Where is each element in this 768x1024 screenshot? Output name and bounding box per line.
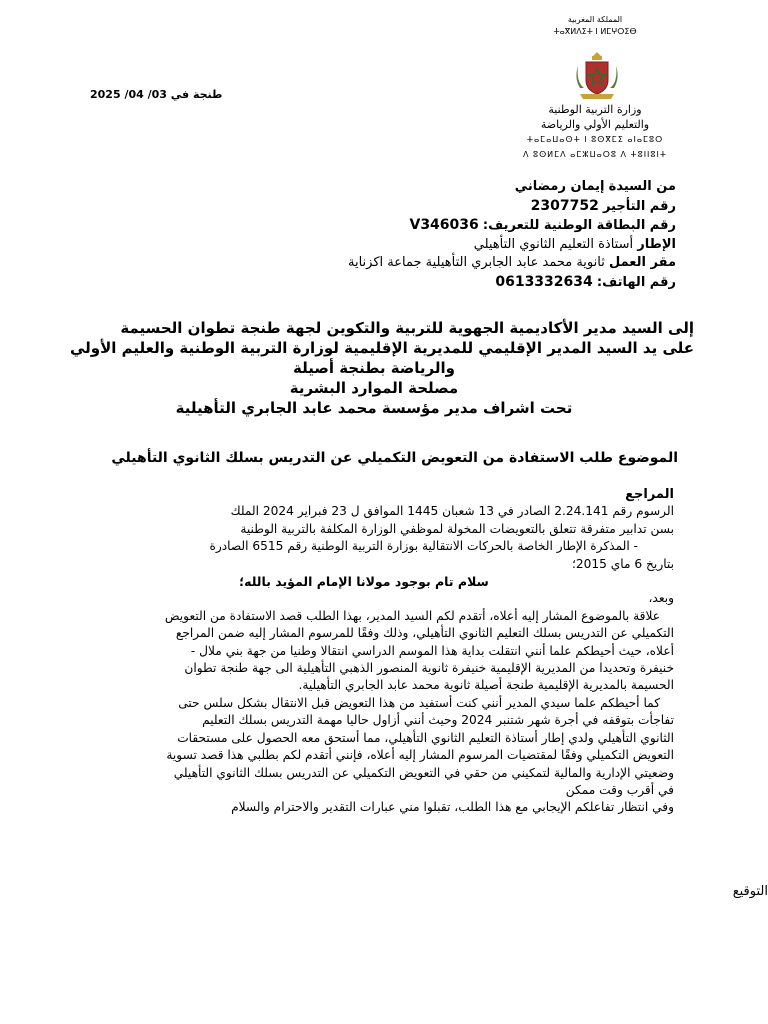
paragraph-2-line-3: الثانوي التأهيلي ولدي إطار أستاذة التعليم الثانوي التأهيلي، مما أستحق معه الحصول على مستحقات [177, 730, 674, 745]
reference-1-line-2: بسن تدابير متفرقة تتعلق بالتعويضات المخولة لموظفي الوزارة المكلفة بالتربية الوطنية [240, 521, 674, 536]
references-heading: المراجع [625, 487, 674, 502]
coat-of-arms-emblem [572, 48, 622, 102]
paragraph-2-line-6: في أقرب وقت ممكن [565, 782, 674, 797]
reference-1-line-1: الرسوم رقم 2.24.141 الصادر في 13 شعبان 1445 الموافق ل 23 فبراير 2024 الملك [230, 504, 674, 519]
ministry-tifinagh-line1: ⵜⴰⵎⴰⵡⴰⵙⵜ ⵏ ⵓⵙⴳⵎⵉ ⴰⵏⴰⵎⵓⵔ [526, 135, 664, 144]
ministry-tifinagh-line2: ⴷ ⵓⵙⵍⵎⴷ ⴰⵎⵣⵡⴰⵔⵓ ⴷ ⵜⵓⵏⵏⵓⵏⵜ [523, 150, 667, 159]
sender-ppr-value: 2307752 [530, 197, 599, 214]
recipient-line-5: تحت اشراف مدير مؤسسة محمد عابد الجابري التأهيلية [175, 399, 573, 417]
sender-ppr-label: رقم التأجير [602, 198, 676, 214]
paragraph-2-line-2: تفاجأت بتوقفه في أجرة شهر شتنبر 2024 وحيث أنني أزاول حاليا مهمة التدريس بسلك التعليم [202, 713, 674, 728]
sender-name-value: إيمان رمضاني [514, 179, 605, 194]
recipients-block [54, 318, 694, 418]
paragraph-1-line-4: خنيفرة وتحديدا من المديرية الإقليمية خنيفرة ثانوية المنصور الذهبي التأهيلية الى جهة طنجة تطوان [184, 661, 674, 676]
paragraph-2-line-1: كما أحيطكم علما سيدي المدير أنني كنت أستفيد من هذا التعويض قبل الانتقال بشكل سلس حتى [178, 695, 660, 710]
sender-ppr-row [116, 197, 676, 217]
ministry-name-line2: والتعليم الأولي والرياضة [540, 118, 650, 131]
sender-cadre-label: الإطار [637, 236, 676, 252]
paragraph-1-line-1: علاقة بالموضوع المشار إليه أعلاه، أتقدم لكم السيد المدير، بهذا الطلب قصد الاستفادة من التعويض [164, 608, 660, 623]
sender-info [116, 178, 676, 292]
letter-date: طنجة في 03/ 04/ 2025 [90, 88, 223, 101]
recipient-line-2: على يد السيد المدير الإقليمي للمديرية الإقليمية لوزارة التربية الوطنية والعليم الأولي [69, 339, 694, 357]
kingdom-name-tifinagh: ⵜⴰⴳⵍⴷⵉⵜ ⵏ ⵍⵎⵖⵔⵉⴱ [553, 27, 637, 36]
sender-cadre-value: أستاذة التعليم الثانوي التأهيلي [473, 236, 634, 252]
kingdom-header [540, 14, 650, 38]
paragraph-1-line-2: التكميلي عن التدريس بسلك التعليم الثانوي التأهيلي، وذلك وفقًا للمرسوم المشار إليه ضمن المراجع [175, 626, 674, 641]
recipient-line-3: والرياضة بطنجة أصيلة [293, 359, 455, 377]
greeting: سلام تام بوجود مولانا الإمام المؤيد بالله؛ [239, 574, 489, 590]
recipient-line-1: إلى السيد مدير الأكاديمية الجهوية للتربية والتكوين لجهة طنجة تطوان الحسيمة [120, 319, 694, 337]
sender-phone-value: 0613332634 [495, 273, 593, 290]
closing-line: وفي انتظار تفاعلكم الإيجابي مع هذا الطلب، تقبلوا مني عبارات التقدير والاحترام والسلام [231, 800, 674, 815]
kingdom-name-arabic: المملكة المغربية [567, 15, 623, 24]
letter-body [54, 486, 674, 817]
sender-cin-label: رقم البطاقة الوطنية للتعريف: [482, 218, 676, 233]
paragraph-1-line-3: أعلاه، حيث أحيطكم علما أنني انتقلت بداية هذا الموسم الدراسي انتقالا وطنيا من جهة بني ملال - [190, 643, 674, 658]
sender-work-label: مقر العمل [608, 255, 676, 270]
sender-phone-label: رقم الهاتف: [596, 274, 676, 290]
ministry-header [510, 102, 680, 162]
sender-work-row [116, 254, 676, 273]
paragraph-2-line-5: وضعيتي الإدارية والمالية لتمكيني من حقي في التعويض التكميلي عن التدريس بسلك الثانوي التأهيلي [173, 765, 674, 780]
reference-2-line-1: - المذكرة الإطار الخاصة بالحركات الانتقالية بوزارة التربية الوطنية رقم 6515 الصادرة [209, 539, 638, 554]
ministry-name-line1: وزارة التربية الوطنية [548, 103, 642, 116]
recipient-line-4: مصلحة الموارد البشرية [289, 379, 459, 397]
sender-cin-row [116, 216, 676, 236]
paragraph-2-line-4: التعويض التكميلي وفقًا لمقتضيات المرسوم المشار إليه أعلاه، فإنني أتقدم لكم بطلبي هذا قصد تسوية [166, 748, 674, 763]
sender-name-row [116, 178, 676, 197]
wabaad: وبعد، [648, 591, 674, 606]
sender-cadre-row [116, 236, 676, 255]
sender-name-label: من السيدة [608, 179, 676, 194]
sender-phone-row [116, 273, 676, 293]
reference-2-line-2: بتاريخ 6 ماي 2015؛ [571, 556, 674, 571]
sender-work-value: ثانوية محمد عابد الجابري التأهيلية جماعة اكزناية [347, 255, 605, 270]
paragraph-1-line-5: الحسيمة بالمديرية الإقليمية طنجة أصيلة ثانوية محمد عابد الجابري التأهيلية. [298, 678, 674, 693]
letter-subject: الموضوع طلب الاستفادة من التعويض التكميلي عن التدريس بسلك الثانوي التأهيلي [111, 450, 678, 466]
sender-cin-value: V346036 [409, 217, 479, 233]
signature-label: التوقيع [732, 884, 768, 899]
